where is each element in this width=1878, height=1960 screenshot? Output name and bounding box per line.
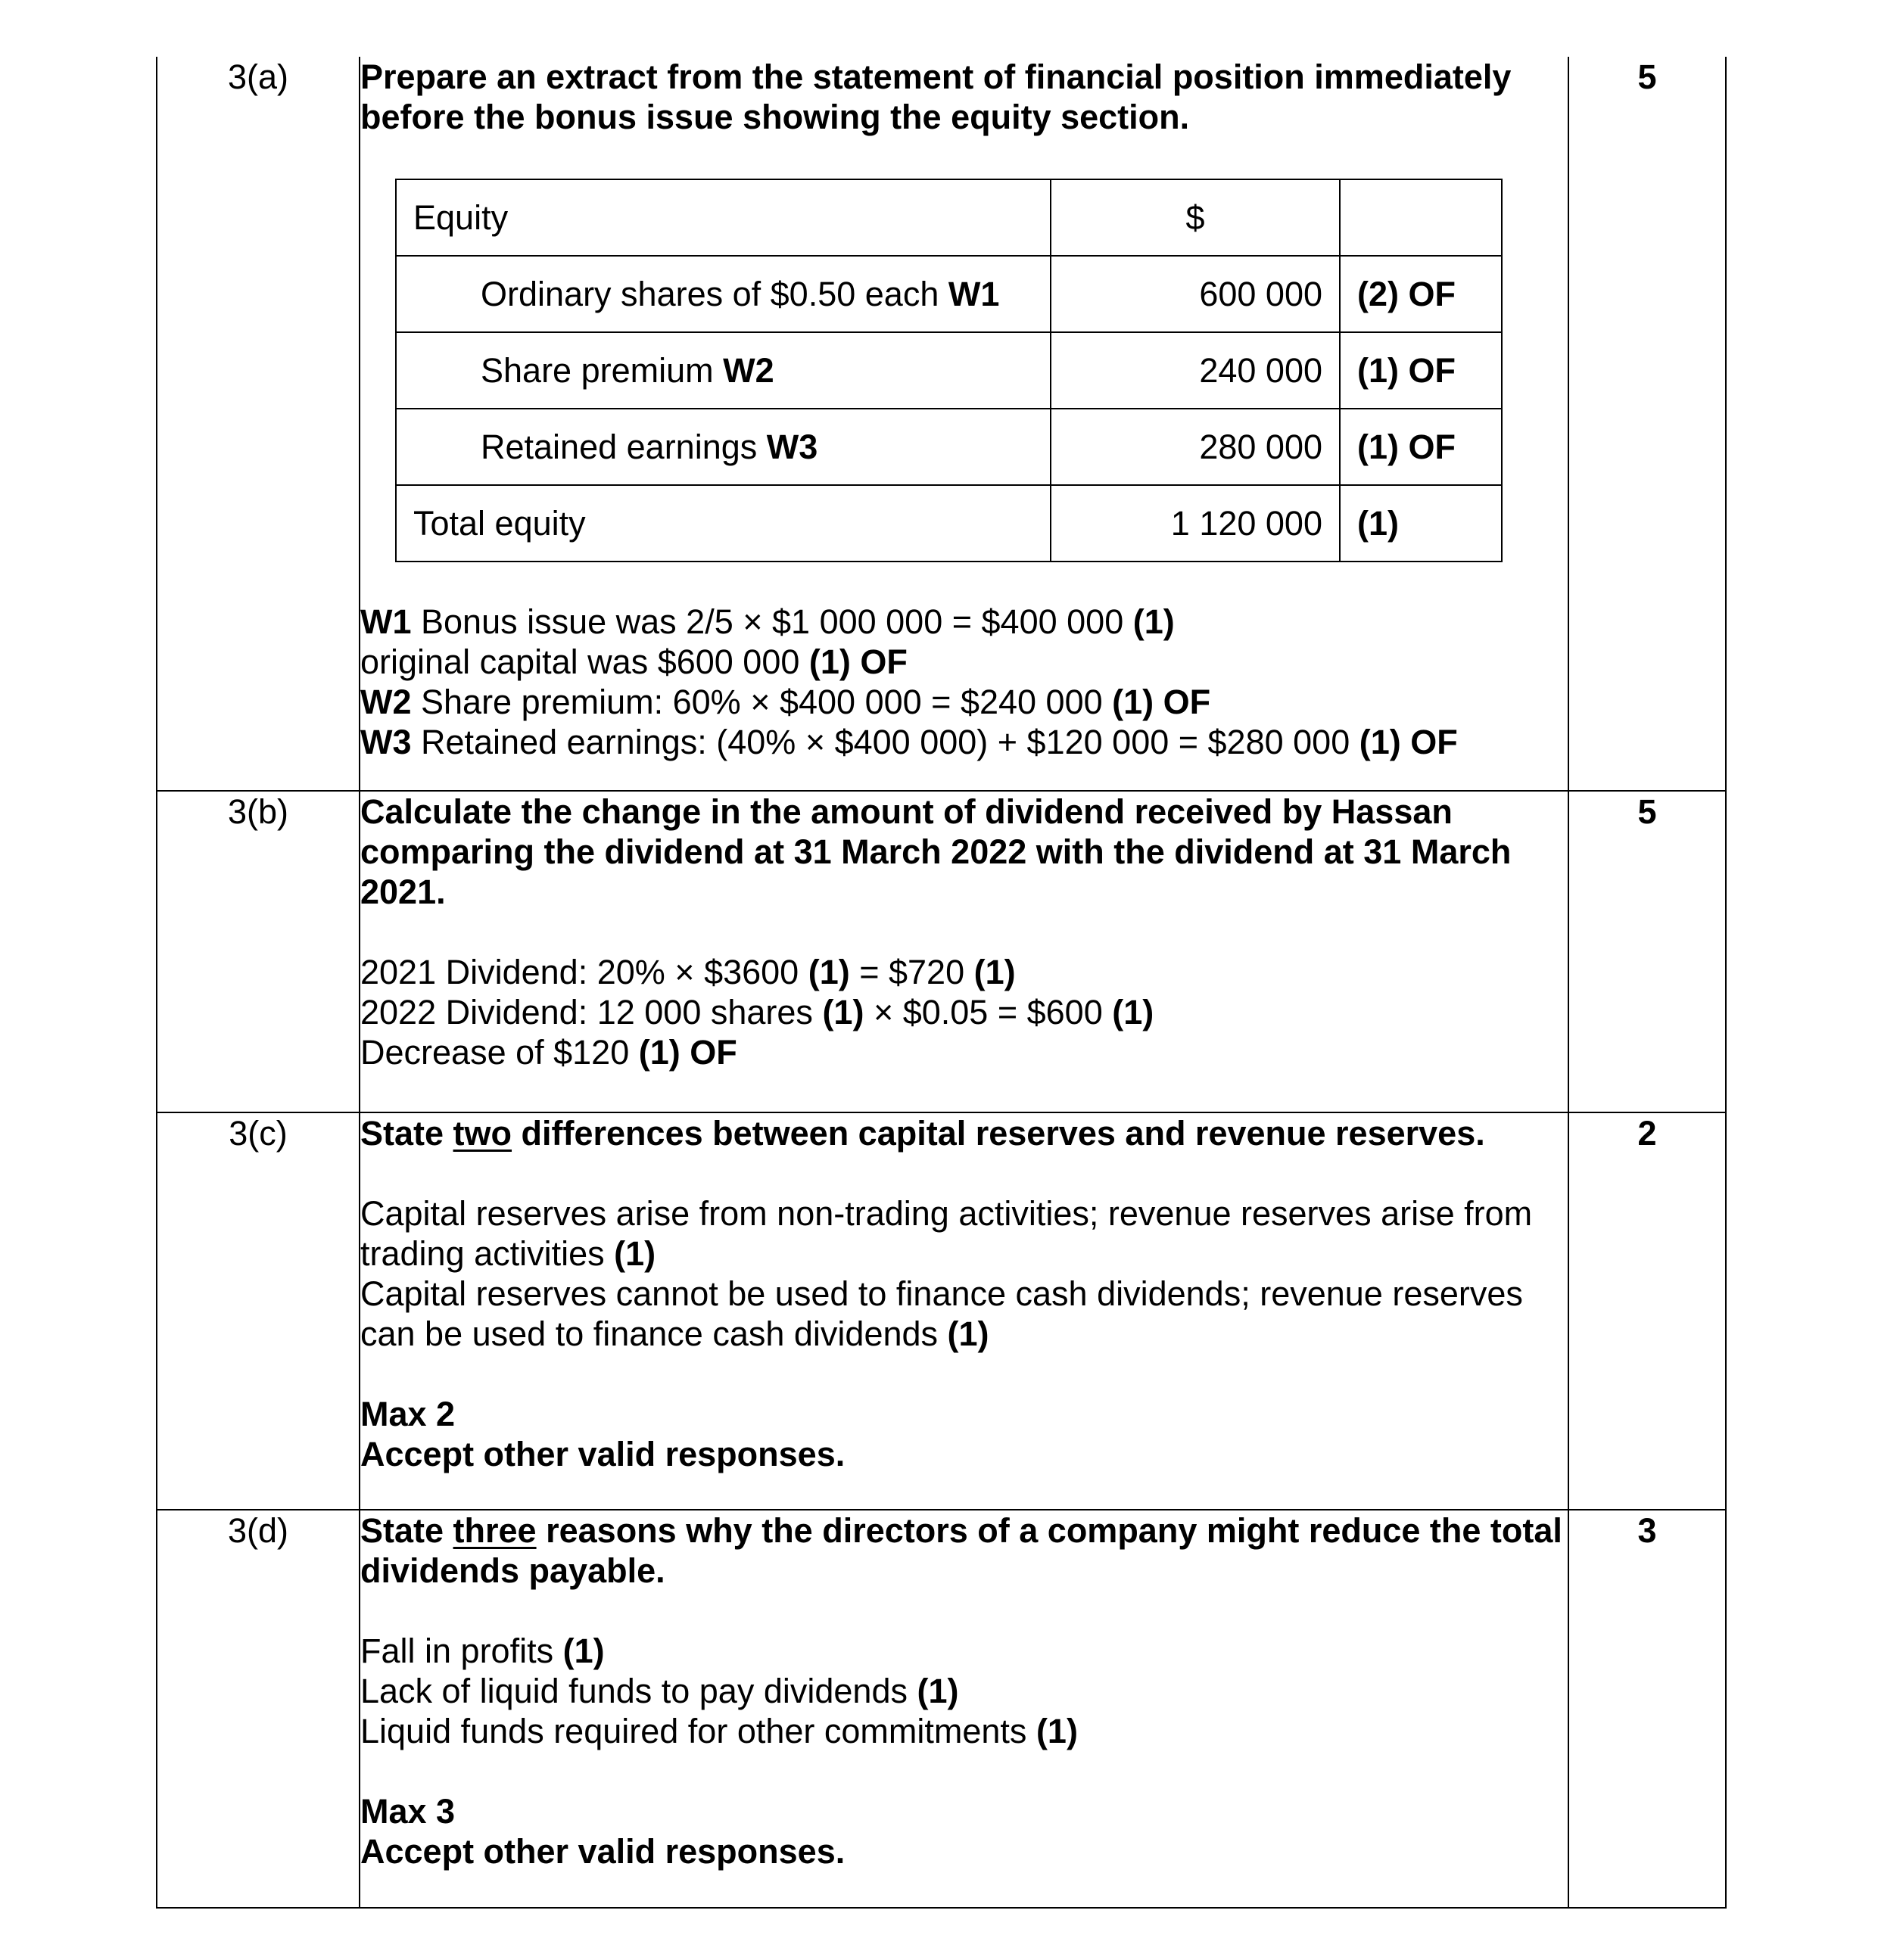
equity-row-value: 240 000 <box>1051 332 1340 409</box>
marks-cell: 2 <box>1568 1112 1726 1510</box>
answer-line: Liquid funds required for other commitments (1) <box>360 1712 1078 1750</box>
question-text: State two differences between capital reserves and revenue reserves. <box>360 1114 1485 1153</box>
answer-cell <box>360 57 1568 791</box>
question-number: 3(c) <box>157 1112 360 1510</box>
equity-row-value: 280 000 <box>1051 409 1340 485</box>
marks-cell: 5 <box>1568 791 1726 1112</box>
question-text: State three reasons why the directors of a company might reduce the total dividends payable. <box>360 1511 1562 1590</box>
answer-line: 2021 Dividend: 20% × $3600 (1) = $720 (1) <box>360 953 1016 991</box>
max-marks-note: Max 2 <box>360 1395 456 1433</box>
answer-cell <box>360 791 1568 1112</box>
workings <box>360 602 1568 762</box>
answer-line: Lack of liquid funds to pay dividends (1) <box>360 1672 959 1710</box>
answer-cell <box>360 1112 1568 1510</box>
answer-cell <box>360 1510 1568 1908</box>
accept-note: Accept other valid responses. <box>360 1435 846 1473</box>
question-number: 3(b) <box>157 791 360 1112</box>
equity-total-row <box>396 485 1502 562</box>
question-row-3b <box>157 791 1726 1112</box>
equity-row-share-premium <box>396 332 1502 409</box>
equity-row-value: 600 000 <box>1051 256 1340 332</box>
answer-line: Fall in profits (1) <box>360 1632 605 1670</box>
answer-line: 2022 Dividend: 12 000 shares (1) × $0.05 = $600 (1) <box>360 993 1154 1031</box>
equity-header-mark <box>1340 179 1502 256</box>
equity-row-mark: (1) OF <box>1340 409 1502 485</box>
answer-line: Decrease of $120 (1) OF <box>360 1033 737 1072</box>
equity-header-row <box>396 179 1502 256</box>
equity-total-label: Total equity <box>396 485 1051 562</box>
equity-header-currency: $ <box>1051 179 1340 256</box>
question-text: Calculate the change in the amount of dividend received by Hassan comparing the dividend at 31 March 2022 with the dividend at 31 March 2021. <box>360 792 1512 911</box>
equity-row-ordinary-shares <box>396 256 1502 332</box>
equity-row-label: Ordinary shares of $0.50 each W1 <box>396 256 1051 332</box>
equity-table <box>395 179 1503 562</box>
mark-scheme-table <box>156 57 1727 1909</box>
answer-line: Capital reserves arise from non-trading activities; revenue reserves arise from trading activities (1) <box>360 1194 1533 1273</box>
equity-row-retained-earnings <box>396 409 1502 485</box>
question-text: Prepare an extract from the statement of financial position immediately before the bonus issue showing the equity section. <box>360 58 1512 136</box>
question-row-3d <box>157 1510 1726 1908</box>
question-row-3c <box>157 1112 1726 1510</box>
equity-row-mark: (1) OF <box>1340 332 1502 409</box>
equity-row-label: Share premium W2 <box>396 332 1051 409</box>
marks-cell: 3 <box>1568 1510 1726 1908</box>
working-w3: W3 Retained earnings: (40% × $400 000) + $120 000 = $280 000 (1) OF <box>360 723 1458 761</box>
question-number: 3(a) <box>157 57 360 791</box>
working-w1-continued: original capital was $600 000 (1) OF <box>360 642 908 681</box>
equity-row-mark: (2) OF <box>1340 256 1502 332</box>
working-w2: W2 Share premium: 60% × $400 000 = $240 000 (1) OF <box>360 683 1211 721</box>
equity-total-value: 1 120 000 <box>1051 485 1340 562</box>
question-number: 3(d) <box>157 1510 360 1908</box>
answer-line: Capital reserves cannot be used to finance cash dividends; revenue reserves can be used to finance cash dividends (1) <box>360 1274 1523 1353</box>
equity-header-label: Equity <box>396 179 1051 256</box>
question-row-3a <box>157 57 1726 791</box>
equity-row-label: Retained earnings W3 <box>396 409 1051 485</box>
marks-cell: 5 <box>1568 57 1726 791</box>
equity-total-mark: (1) <box>1340 485 1502 562</box>
working-w1: W1 Bonus issue was 2/5 × $1 000 000 = $400 000 (1) <box>360 602 1175 641</box>
max-marks-note: Max 3 <box>360 1792 456 1831</box>
accept-note: Accept other valid responses. <box>360 1832 846 1871</box>
